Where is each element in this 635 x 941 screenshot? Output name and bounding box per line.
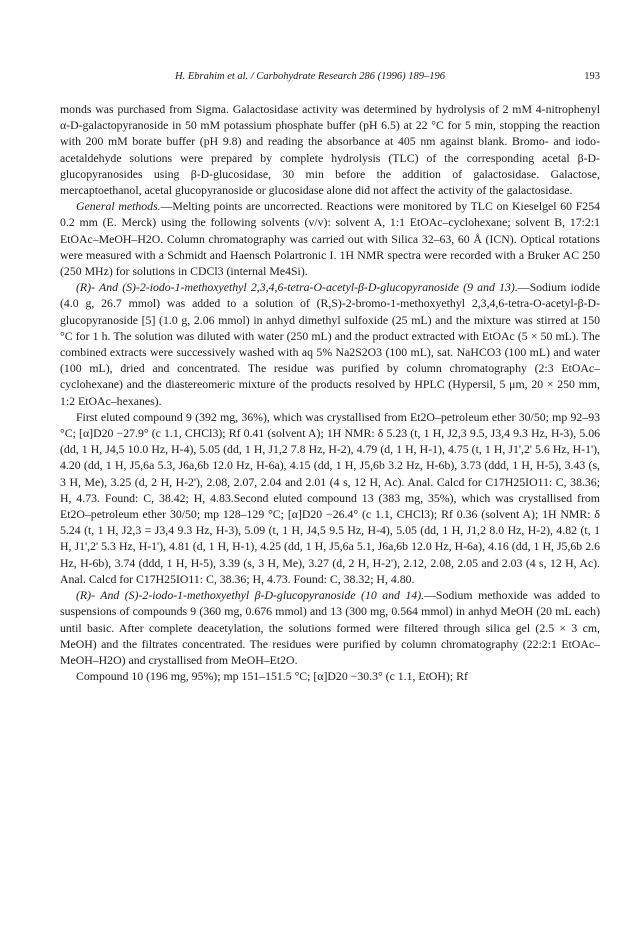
paragraph-synthesis-10-14 [60, 587, 600, 668]
paragraph-text: —Sodium iodide (4.0 g, 26.7 mmol) was added to a solution of (R,S)-2-bromo-1-methoxyethyl 2,3,4,6-tetra-O-acetyl-β-D-glucopyranoside [5] (1.0 g, 2.06 mmol) in anhyd dimethyl sulfoxide (25 mL) and the mixture was stirred at 150 °C for 1 h. The solution was diluted with water (250 mL) and the product extracted with EtOAc (5 × 50 mL). The combined extracts were successively washed with aq 5% Na2S2O3 (100 mL), sat. NaHCO3 (100 mL) and water (100 mL), dried and concentrated. The residue was purified by column chromatography (2:3 EtOAc–cyclohexane) and the diastereomeric mixture of the products resolved by HPLC (Hypersil, 5 μm, 20 × 250 mm, 1:2 EtOAc–hexanes). [60, 280, 600, 408]
paragraph-lead-heading: General methods. [76, 199, 161, 214]
paragraph-text: —Melting points are uncorrected. Reactions were monitored by TLC on Kieselgel 60 F254 0.2 mm (E. Merck) using the following solvents (v/v): solvent A, 1:1 EtOAc–cyclohexane; solvent B, 17:2:1 EtOAc–MeOH–H2O. Column chromatography was carried out with Silica 32–63, 60 Å (ICN). Optical rotations were measured with a Schmidt and Haensch Polartronic I. 1H NMR spectra were recorded with a Bruker AC 250 (250 MHz) for solutions in CDCl3 (internal Me4Si). [60, 199, 600, 279]
paragraph-text: First eluted compound 9 (392 mg, 36%), which was crystallised from Et2O–petroleum ether 30/50; mp 92–93 °C; [α]D20 −27.9° (c 1.1, CHCl3); Rf 0.41 (solvent A); 1H NMR: δ 5.23 (t, 1 H, J2,3 9.5, J3,4 9.3 Hz, H-3), 5.06 (dd, 1 H, J4,5 10.0 Hz, H-4), 5.05 (dd, 1 H, J1,2 7.8 Hz, H-2), 4.79 (d, 1 H, H-1), 4.75 (t, 1 H, J1',2' 5.6 Hz, H-1'), 4.20 (dd, 1 H, J5,6a 5.3, J6a,6b 12.0 Hz, H-6a), 4.15 (dd, 1 H, J5,6b 3.2 Hz, H-6b), 3.73 (ddd, 1 H, H-5), 3.43 (s, 3 H, Me), 3.25 (d, 2 H, H-2'), 2.08, 2.07, 2.04 and 2.01 (4 s, 12 H, Ac). Anal. Calcd for C17H25IO11: C, 38.36; H, 4.73. Found: C, 38.42; H, 4.83.Second eluted compound 13 (383 mg, 35%), which was crystallised from Et2O–petroleum ether 30/50; mp 128–129 °C; [α]D20 −26.4° (c 1.1, CHCl3); Rf 0.36 (solvent A); 1H NMR: δ 5.24 (t, 1 H, J2,3 = J3,4 9.3 Hz, H-3), 5.09 (t, 1 H, J4,5 9.5 Hz, H-4), 5.05 (dd, 1 H, J1,2 8.0 Hz, H-2), 4.82 (t, 1 H, J1',2' 5.3 Hz, H-1'), 4.81 (d, 1 H, H-1), 4.25 (dd, 1 H, J5,6a 5.1, J6a,6b 12.0 Hz, H-6a), 4.16 (dd, 1 H, J5,6b 2.6 Hz, H-6b), 3.74 (ddd, 1 H, H-5), 3.39 (s, 3 H, Me), 3.27 (d, 2 H, H-2'), 2.12, 2.08, 2.05 and 2.03 (4 s, 12 H, Ac). Anal. Calcd for C17H25IO11: C, 38.36; H, 4.73. Found: C, 38.32; H, 4.80. [60, 409, 600, 586]
article-body [60, 101, 600, 684]
paragraph-synthesis-9-13 [60, 279, 600, 409]
running-header [60, 71, 600, 87]
paragraph-text: —Sodium methoxide was added to suspensions of compounds 9 (360 mg, 0.676 mmol) and 13 (300 mg, 0.564 mmol) in anhyd MeOH (20 mL each) until basic. After complete deacetylation, the solutions formed were filtered through silica gel (2.5 × 3 cm, MeOH) and the filtrates concentrated. The residues were purified by column chromatography (22:2:1 EtOAc–MeOH–H2O) and crystallised from MeOH–Et2O. [60, 588, 600, 667]
paragraph-characterisation-9-13 [60, 409, 600, 587]
paragraph-text: monds was purchased from Sigma. Galactosidase activity was determined by hydrolysis of 2 mM 4-nitrophenyl α-D-galactopyranoside in 50 mM potassium phosphate buffer (pH 6.5) at 22 °C for 5 min, stopping the reaction with 200 mM borate buffer (pH 9.8) and reading the absorbance at 405 nm against blank. Bromo- and iodo-acetaldehyde solutions were prepared by complete hydrolysis (TLC) of the corresponding acetal β-D-glucopyranosides using β-D-glucosidase, 30 min before the addition of galactosidase. Galactose, mercaptoethanol, acetal glucopyranoside or glucosidase alone did not affect the activity of the galactosidase. [60, 102, 600, 198]
paragraph-methods-continued [60, 101, 600, 198]
paragraph-lead-heading: (R)- And (S)-2-iodo-1-methoxyethyl 2,3,4,6-tetra-O-acetyl-β-D-glucopyranoside (9 and 13). [76, 280, 518, 295]
paragraph-lead-heading: (R)- And (S)-2-iodo-1-methoxyethyl β-D-glucopyranoside (10 and 14). [76, 588, 425, 603]
running-title: H. Ebrahim et al. / Carbohydrate Research 286 (1996) 189–196 [175, 71, 445, 82]
paragraph-general-methods [60, 198, 600, 279]
paragraph-text: Compound 10 (196 mg, 95%); mp 151–151.5 °C; [α]D20 −30.3° (c 1.1, EtOH); Rf [76, 669, 468, 684]
page-number: 193 [584, 71, 600, 82]
paragraph-compound-10 [60, 668, 600, 684]
